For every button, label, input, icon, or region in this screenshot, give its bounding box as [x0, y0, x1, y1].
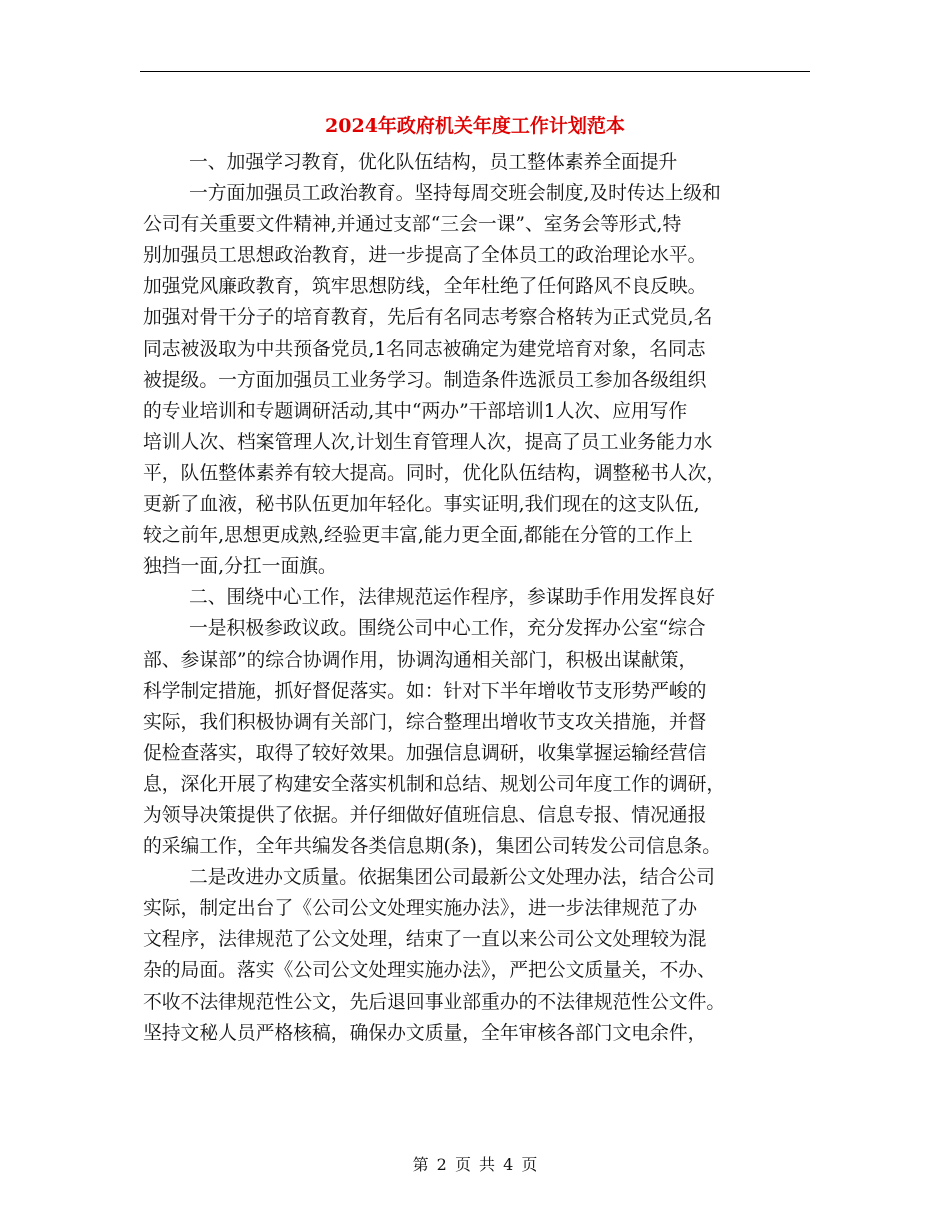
- text-line: 加强党风廉政教育，筑牢思想防线，全年杜绝了任何路风不良反映。: [143, 276, 707, 298]
- text-line: 坚持文秘人员严格核稿，确保办文质量，全年审核各部门文电余件，: [143, 1022, 707, 1044]
- text-line: 二、围绕中心工作，法律规范运作程序，参谋助手作用发挥良好: [189, 587, 715, 609]
- text-line: 同志被汲取为中共预备党员,1名同志被确定为建党培育对象，名同志: [143, 338, 706, 360]
- text-line: 为领导决策提供了依据。并仔细做好值班信息、信息专报、情况通报: [143, 804, 707, 826]
- text-line: 部、参谋部”的综合协调作用，协调沟通相关部门，积极出谋献策，: [143, 649, 698, 671]
- text-line: 一是积极参政议政。围绕公司中心工作，充分发挥办公室“综合: [189, 618, 706, 640]
- header-rule: [140, 71, 810, 72]
- text-line: 的专业培训和专题调研活动,其中“两办”干部培训1人次、应用写作: [143, 400, 688, 422]
- document-title: 2024年政府机关年度工作计划范本: [325, 115, 625, 137]
- text-line: 文程序，法律规范了公文处理，结束了一直以来公司公文处理较为混: [143, 929, 707, 951]
- text-line: 平，队伍整体素养有较大提高。同时，优化队伍结构，调整秘书人次，: [143, 462, 726, 484]
- text-line: 培训人次、档案管理人次,计划生育管理人次，提高了员工业务能力水: [143, 431, 713, 453]
- text-line: 别加强员工思想政治教育，进一步提高了全体员工的政治理论水平。: [143, 245, 707, 267]
- document-body: [143, 147, 815, 1049]
- text-line: 公司有关重要文件精神,并通过支部“三会一课”、室务会等形式,特: [143, 214, 682, 236]
- text-line: 一方面加强员工政治教育。坚持每周交班会制度,及时传达上级和: [189, 183, 721, 205]
- text-line: 被提级。一方面加强员工业务学习。制造条件选派员工参加各级组织: [143, 369, 707, 391]
- text-line: 不收不法律规范性公文，先后退回事业部重办的不法律规范性公文件。: [143, 991, 726, 1013]
- text-line: 促检查落实，取得了较好效果。加强信息调研，收集掌握运输经营信: [143, 742, 707, 764]
- text-line: 杂的局面。落实《公司公文处理实施办法》，严把公文质量关，不办、: [143, 960, 716, 982]
- text-line: 独挡一面,分扛一面旗。: [143, 556, 337, 578]
- text-line: 更新了血液，秘书队伍更加年轻化。事实证明,我们现在的这支队伍,: [143, 494, 700, 516]
- text-line: 二是改进办文质量。依据集团公司最新公文处理办法，结合公司: [189, 867, 715, 889]
- text-line: 一、加强学习教育，优化队伍结构，员工整体素养全面提升: [189, 152, 678, 173]
- text-line: 实际，制定出台了《公司公文处理实施办法》，进一步法律规范了办: [143, 898, 698, 920]
- text-line: 较之前年,思想更成熟,经验更丰富,能力更全面,都能在分管的工作上: [143, 525, 693, 547]
- text-line: 息，深化开展了构建安全落实机制和总结、规划公司年度工作的调研，: [143, 773, 726, 795]
- text-line: 实际，我们积极协调有关部门，综合整理出增收节支攻关措施，并督: [143, 711, 707, 733]
- text-line: 加强对骨干分子的培育教育，先后有名同志考察合格转为正式党员,名: [143, 307, 713, 329]
- page-footer: 第 2 页 共 4 页: [412, 1155, 538, 1174]
- text-line: 科学制定措施，抓好督促落实。如：针对下半年增收节支形势严峻的: [143, 680, 707, 702]
- text-line: 的采编工作，全年共编发各类信息期(条)，集团公司转发公司信息条。: [143, 836, 722, 858]
